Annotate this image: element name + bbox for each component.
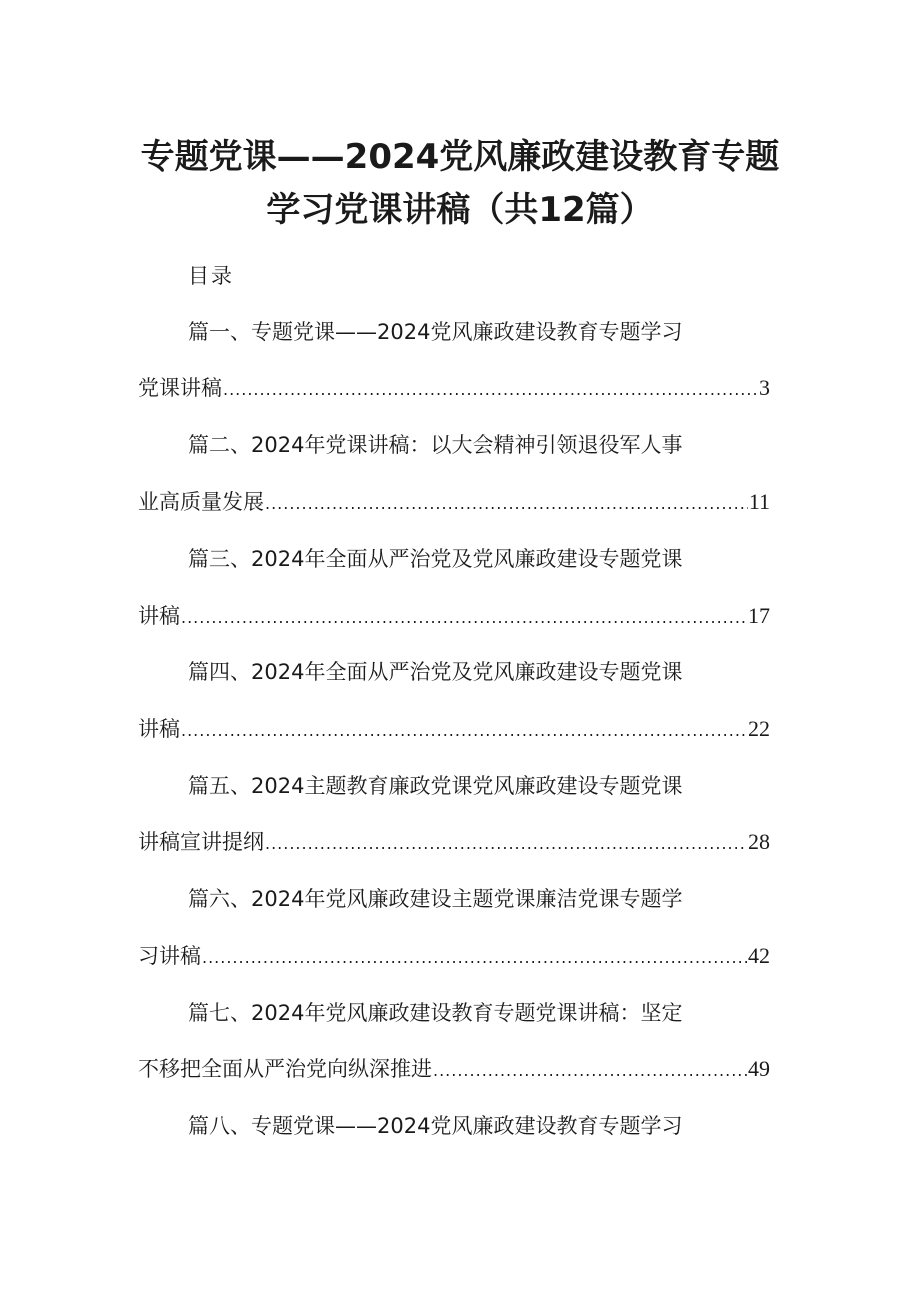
toc-entry-1-page: 3 [759, 375, 770, 400]
toc-entry-2-page: 11 [748, 489, 770, 514]
toc-entry-7-title[interactable]: 篇七、2024年党风廉政建设教育专题党课讲稿：坚定 [188, 1001, 683, 1025]
document-title-line-1: 专题党课——2024党风廉政建设教育专题 [140, 137, 780, 177]
toc-leader-dots [181, 717, 747, 745]
toc-entry-2-title-cont: 业高质量发展 [138, 490, 264, 514]
toc-entry-4-page: 22 [748, 716, 770, 741]
toc-entry-6[interactable] [138, 942, 770, 972]
toc-entry-7[interactable] [138, 1055, 770, 1085]
toc-entry-8-title[interactable]: 篇八、专题党课——2024党风廉政建设教育专题学习 [188, 1114, 683, 1138]
toc-leader-dots [433, 1057, 747, 1085]
toc-entry-5-title[interactable]: 篇五、2024主题教育廉政党课党风廉政建设专题党课 [188, 774, 683, 798]
toc-leader-dots [265, 830, 747, 858]
toc-leader-dots [181, 604, 747, 632]
toc-entry-6-page: 42 [748, 943, 770, 968]
toc-entry-5[interactable] [138, 828, 770, 858]
toc-entry-1-title-cont: 党课讲稿 [138, 376, 222, 400]
toc-entry-7-page: 49 [748, 1056, 770, 1081]
document-title-line-2: 学习党课讲稿（共12篇） [266, 190, 654, 230]
toc-entry-3-title-cont: 讲稿 [138, 604, 180, 628]
toc-entry-5-title-cont: 讲稿宣讲提纲 [138, 830, 264, 854]
toc-heading: 目录 [188, 264, 234, 288]
toc-entry-4[interactable] [138, 715, 770, 745]
toc-entry-6-title-cont: 习讲稿 [138, 944, 201, 968]
toc-entry-7-title-cont: 不移把全面从严治党向纵深推进 [138, 1057, 432, 1081]
toc-entry-2-title[interactable]: 篇二、2024年党课讲稿：以大会精神引领退役军人事 [188, 433, 683, 457]
toc-entry-4-title[interactable]: 篇四、2024年全面从严治党及党风廉政建设专题党课 [188, 660, 683, 684]
toc-leader-dots [223, 376, 758, 404]
toc-leader-dots [265, 490, 748, 518]
toc-entry-3-title[interactable]: 篇三、2024年全面从严治党及党风廉政建设专题党课 [188, 547, 683, 571]
toc-entry-1[interactable] [138, 374, 770, 404]
toc-entry-5-page: 28 [748, 829, 770, 854]
toc-leader-dots [202, 944, 747, 972]
toc-entry-6-title[interactable]: 篇六、2024年党风廉政建设主题党课廉洁党课专题学 [188, 887, 683, 911]
toc-entry-3[interactable] [138, 602, 770, 632]
toc-entry-3-page: 17 [748, 603, 770, 628]
toc-entry-2[interactable] [138, 488, 770, 518]
toc-entry-1-title[interactable]: 篇一、专题党课——2024党风廉政建设教育专题学习 [188, 320, 683, 344]
toc-entry-4-title-cont: 讲稿 [138, 717, 180, 741]
